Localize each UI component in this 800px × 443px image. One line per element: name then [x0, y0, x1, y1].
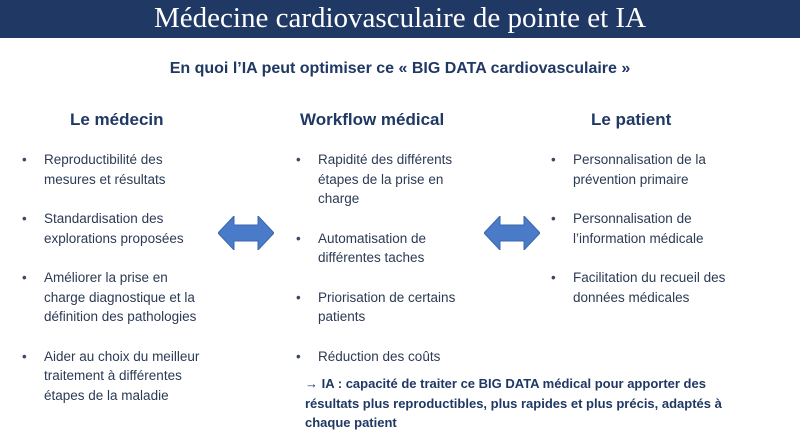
workflow-list — [296, 150, 476, 386]
list-item — [22, 268, 207, 327]
list-item — [296, 288, 476, 327]
bullet-icon: • — [296, 289, 301, 305]
list-item — [551, 209, 751, 248]
bullet-icon: • — [296, 152, 301, 167]
list-item-text: Personnalisation de l’information médicale — [573, 211, 704, 246]
bullet-icon: • — [296, 348, 301, 364]
conclusion-text: IA : capacité de traiter ce BIG DATA médical pour apporter des résultats plus reproductibles, plus rapides et plus précis, adaptés à chaque patient — [305, 376, 722, 430]
list-item-text: Réduction des coûts — [318, 348, 441, 364]
double-arrow-icon — [218, 216, 274, 250]
list-item — [22, 209, 207, 248]
medecin-list — [22, 150, 207, 425]
list-item-text: Standardisation des explorations proposées — [44, 211, 184, 246]
column-heading-medecin: Le médecin — [70, 110, 164, 129]
bullet-icon: • — [22, 348, 27, 364]
list-item — [22, 150, 207, 189]
list-item — [22, 347, 207, 406]
column-heading-patient: Le patient — [591, 110, 672, 129]
patient-list — [551, 150, 751, 327]
list-item-text: Facilitation du recueil des données médicales — [573, 270, 726, 305]
column-heading-workflow: Workflow médical — [300, 110, 445, 129]
bullet-icon: • — [22, 152, 27, 167]
list-item — [296, 229, 476, 268]
list-item — [296, 347, 476, 367]
list-item-text: Reproductibilité des mesures et résultats — [44, 152, 166, 187]
page-title: Médecine cardiovasculaire de pointe et IA — [154, 2, 646, 34]
list-item-text: Améliorer la prise en charge diagnostique et la définition des pathologies — [44, 270, 197, 324]
double-arrow-icon — [484, 216, 540, 250]
bullet-icon: • — [551, 270, 556, 285]
bullet-icon: • — [551, 152, 556, 167]
list-item — [296, 150, 476, 209]
bullet-icon: • — [22, 270, 27, 285]
list-item-text: Automatisation de différentes taches — [318, 230, 427, 265]
list-item — [551, 150, 751, 189]
bullet-icon: • — [296, 230, 301, 246]
list-item-text: Personnalisation de la prévention primaire — [573, 152, 706, 187]
list-item-text: Rapidité des différents étapes de la prise en charge — [318, 152, 453, 206]
list-item-text: Aider au choix du meilleur traitement à différentes étapes de la maladie — [44, 348, 200, 403]
conclusion-text-block — [305, 374, 725, 433]
list-item — [551, 268, 751, 307]
list-item-text: Priorisation de certains patients — [318, 289, 456, 324]
right-arrow-icon: → — [305, 376, 318, 391]
bullet-icon: • — [22, 211, 27, 226]
bullet-icon: • — [551, 211, 556, 226]
page-subtitle: En quoi l’IA peut optimiser ce « BIG DATA cardiovasculaire » — [169, 60, 631, 77]
